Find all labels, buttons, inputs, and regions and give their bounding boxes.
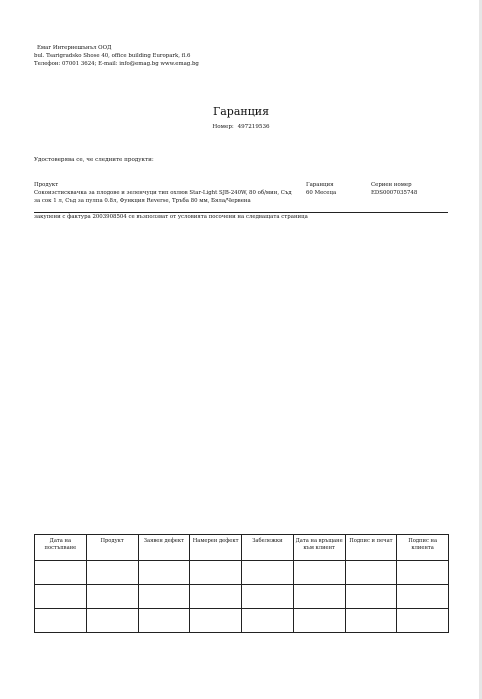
- divider-line: [34, 212, 448, 213]
- repair-log-table: [34, 534, 449, 633]
- table-cell: [242, 585, 294, 609]
- table-cell: [35, 561, 87, 585]
- table-cell: [190, 609, 242, 633]
- table-cell: [35, 585, 87, 609]
- warranty-value: 60 Месеца: [306, 190, 337, 196]
- product-column: [34, 181, 296, 205]
- header-found-defect: Намерен дефект: [190, 535, 242, 561]
- header-date-received: Дата на постъпване: [35, 535, 87, 561]
- table-cell: [397, 561, 449, 585]
- header-signature-stamp: Подпис и печат: [345, 535, 397, 561]
- document-number-label: Номер:: [212, 124, 234, 130]
- header-reported-defect: Заявен дефект: [138, 535, 190, 561]
- table-cell: [86, 561, 138, 585]
- table-cell: [138, 561, 190, 585]
- table-cell: [242, 561, 294, 585]
- company-address: bul. Tsarigradsko Shose 40, office building Europark, fl.6: [34, 53, 191, 59]
- warranty-column: [306, 181, 364, 197]
- serial-header: Сериен номер: [371, 182, 412, 188]
- table-cell: [293, 585, 345, 609]
- company-block: [34, 44, 199, 68]
- invoice-note: закупени с фактура 2003908504 се възползват от условията посочени на следващата страница: [34, 214, 308, 220]
- warranty-header: Гаранция: [306, 182, 334, 188]
- product-description: Сокоизстисквачка за плодове и зеленчуци тип охлюв Star-Light SJB-240W, 80 об/мин, Съд за сок 1 л, Съд за пулпа 0.8л, Функция Reverse, Тръба 80 мм, Бяла/Червена: [34, 190, 292, 204]
- table-cell: [397, 585, 449, 609]
- table-row: [35, 585, 449, 609]
- table-cell: [345, 609, 397, 633]
- header-date-returned: Дата на връщане към клиент: [293, 535, 345, 561]
- document-number-value: 497219536: [237, 124, 270, 130]
- product-header: Продукт: [34, 182, 59, 188]
- certify-text: Удостоверява се, че следните продукти:: [34, 157, 154, 163]
- table-cell: [397, 609, 449, 633]
- table-cell: [190, 561, 242, 585]
- document-number: [0, 124, 482, 130]
- serial-column: [371, 181, 451, 197]
- repair-table-header-row: [35, 535, 449, 561]
- company-name: Емаг Интернешънъл ООД: [37, 45, 112, 51]
- table-cell: [345, 561, 397, 585]
- table-row: [35, 561, 449, 585]
- table-cell: [138, 585, 190, 609]
- table-cell: [86, 609, 138, 633]
- header-notes: Забележки: [242, 535, 294, 561]
- table-cell: [345, 585, 397, 609]
- table-cell: [86, 585, 138, 609]
- table-cell: [35, 609, 87, 633]
- table-cell: [138, 609, 190, 633]
- header-client-signature: Подпис на клиента: [397, 535, 449, 561]
- table-cell: [293, 561, 345, 585]
- table-cell: [242, 609, 294, 633]
- company-contacts: Телефон: 07001 3624; E-mail: info@emag.bg www.emag.bg: [34, 61, 199, 67]
- header-product: Продукт: [86, 535, 138, 561]
- table-cell: [190, 585, 242, 609]
- table-cell: [293, 609, 345, 633]
- table-row: [35, 609, 449, 633]
- serial-value: EDS0007035748: [371, 190, 418, 196]
- document-title: Гаранция: [212, 105, 270, 118]
